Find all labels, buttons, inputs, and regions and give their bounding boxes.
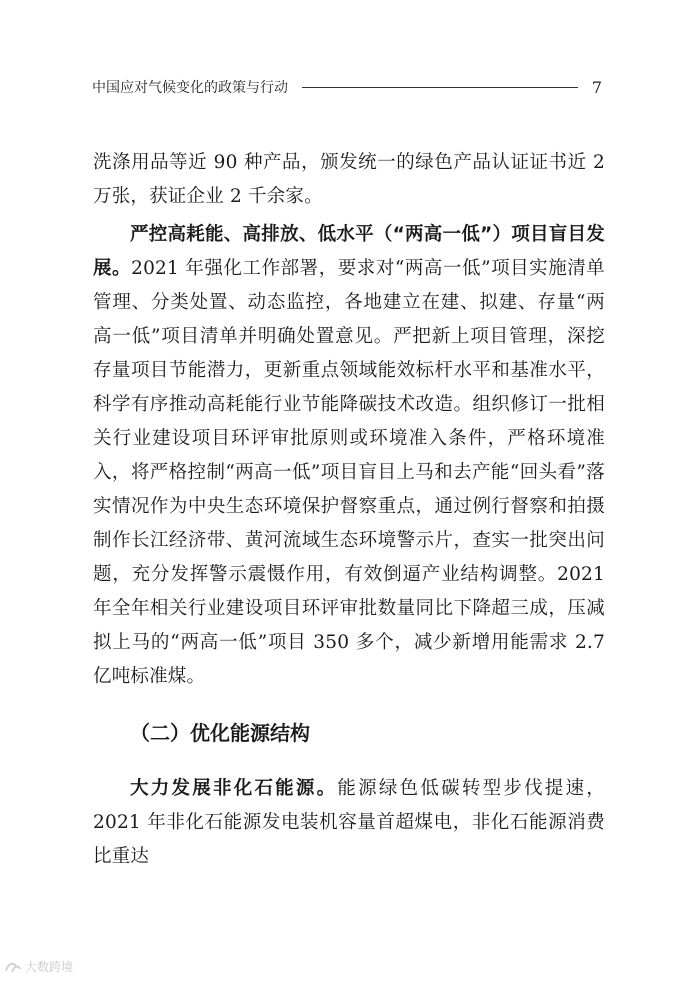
page-number: 7 <box>591 77 602 97</box>
section-heading: （二）优化能源结构 <box>130 721 310 745</box>
watermark-text: 大数跨境 <box>25 960 74 974</box>
running-header <box>92 74 602 100</box>
watermark <box>4 958 73 975</box>
paragraph-1 <box>93 146 605 214</box>
paragraph-2-text: 2021 年强化工作部署，要求对“两高一低”项目实施清单管理、分类处置、动态监控，各地建立在建、拟建、存量“两高一低”项目清单并明确处置意见。严把新上项目管理，深挖存量项目节能潜力，更新重点领域能效标杆水平和基准水平，科学有序推动高耗能行业节能降碳技术改造。组织修订一批相关行业建设项目环评审批原则或环境准入条件，严格环境准入，将严格控制“两高一低”项目盲目上马和去产能“回头看”落实情况作为中央生态环境保护督察重点，通过例行督察和拍摄制作长江经济带、黄河流域生态环境警示片，查实一批突出问题，充分发挥警示震慑作用，有效倒逼产业结构调整。2021 年全年相关行业建设项目环评审批数量同比下降超三成，压减拟上马的“两高一低”项目 350 多个，减少新增用能需求 2.7 亿吨标准煤。 <box>93 258 605 687</box>
header-rule <box>302 87 578 88</box>
paragraph-3-text: 能源绿色低碳转型步伐提速，2021 年非化石能源发电装机容量首超煤电，非化石能源消费比重达 <box>93 778 605 867</box>
paragraph-2 <box>93 218 605 694</box>
header-title: 中国应对气候变化的政策与行动 <box>92 80 288 96</box>
paragraph-1-text: 洗涤用品等近 90 种产品，颁发统一的绿色产品认证证书近 2 万张，获证企业 2 千余家。 <box>93 152 605 207</box>
paragraph-2-lead: 严控高耗能、高排放、低水平（“两高一低”）项目盲目发展。 <box>93 224 605 279</box>
paragraph-3-lead: 大力发展非化石能源。 <box>130 778 338 799</box>
body-text <box>93 146 605 874</box>
paragraph-3 <box>93 772 605 874</box>
watermark-logo-icon <box>4 960 22 974</box>
